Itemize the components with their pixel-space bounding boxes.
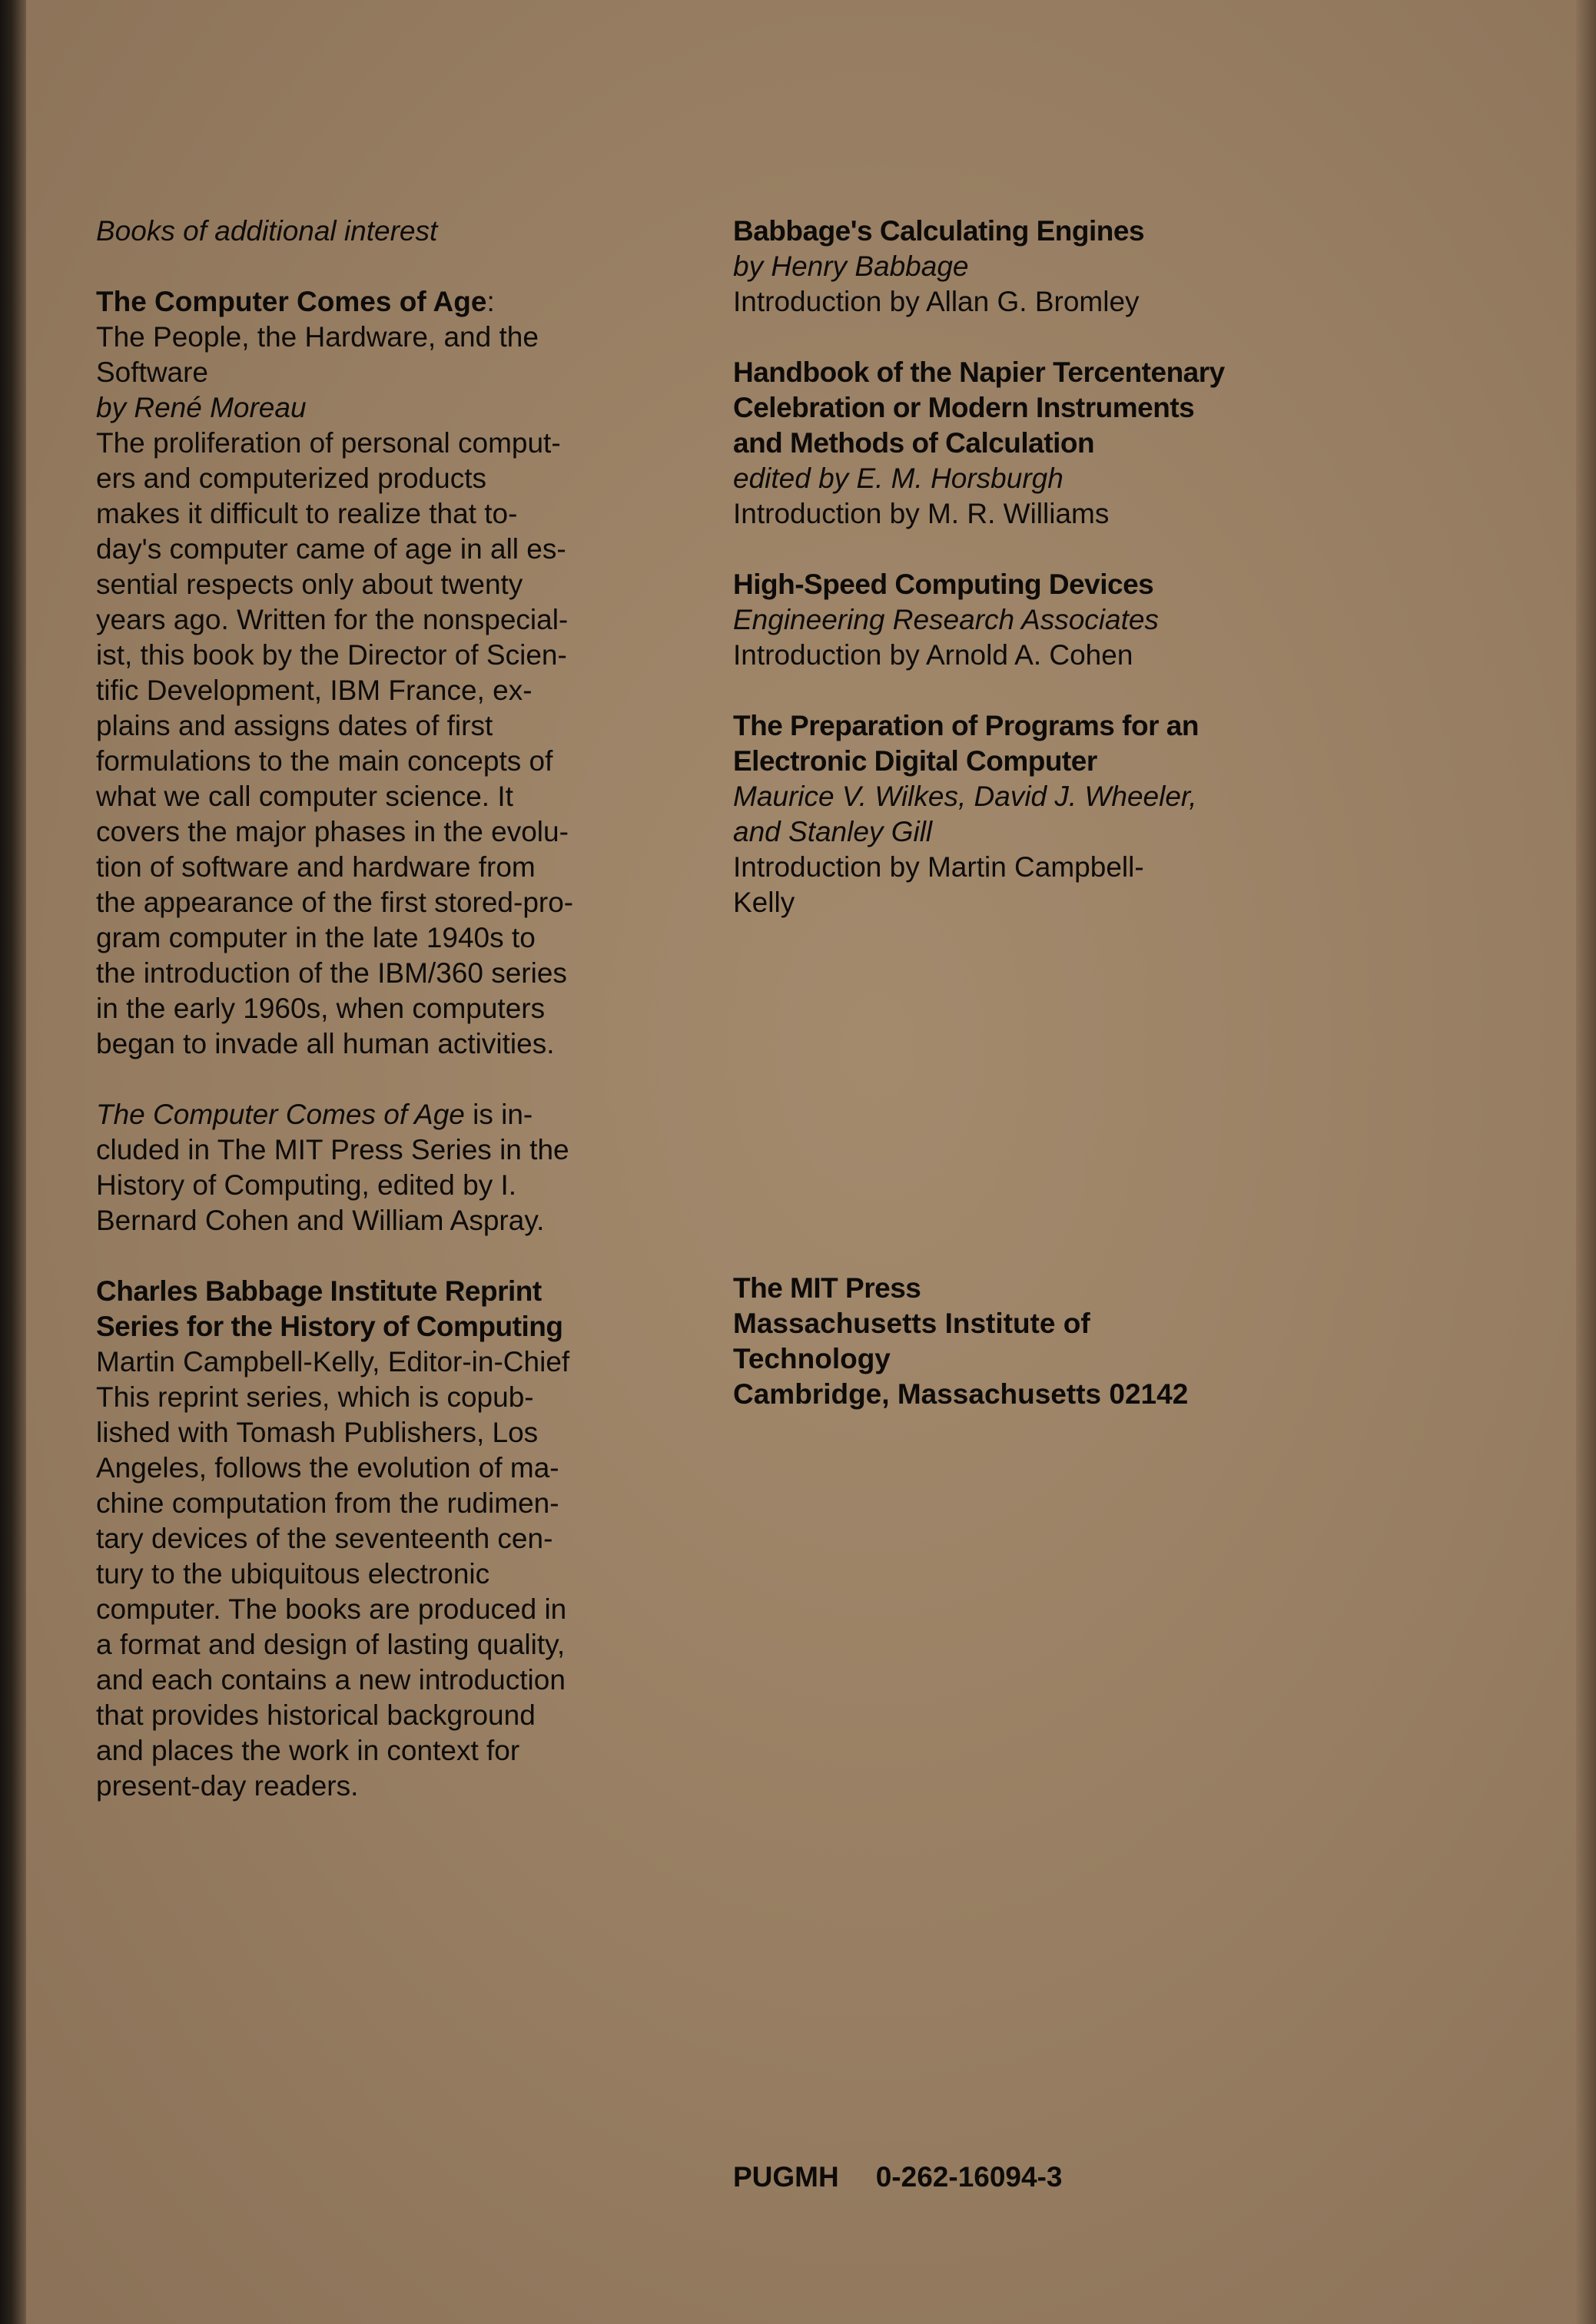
- right-column: [733, 214, 1332, 956]
- book-title-line: Electronic Digital Computer: [733, 745, 1097, 777]
- description-line: the introduction of the IBM/360 series: [96, 957, 567, 989]
- series-note: [96, 1097, 680, 1238]
- series-description: [96, 1380, 680, 1804]
- book-title-line: Celebration or Modern Instruments: [733, 392, 1195, 423]
- description-line: This reprint series, which is copub-: [96, 1381, 534, 1413]
- book-author: by René Moreau: [96, 392, 307, 423]
- reprint-series: [96, 1274, 680, 1804]
- left-column: [96, 214, 680, 1839]
- order-code: PUGMH: [733, 2161, 839, 2193]
- book-author-line: Maurice V. Wilkes, David J. Wheeler,: [733, 781, 1197, 812]
- publisher-address-line: Cambridge, Massachusetts 02142: [733, 1378, 1189, 1410]
- description-line: what we call computer science. It: [96, 781, 513, 812]
- publisher-block: [733, 1271, 1332, 1412]
- book-subtitle-line: Software: [96, 356, 209, 388]
- book-title-line: and Methods of Calculation: [733, 427, 1095, 459]
- book-computer-comes-of-age: [96, 284, 680, 1062]
- description-line: covers the major phases in the evolu-: [96, 816, 569, 847]
- description-line: tury to the ubiquitous electronic: [96, 1558, 490, 1590]
- book-introduction: Introduction by Arnold A. Cohen: [733, 639, 1133, 671]
- description-line: tion of software and hardware from: [96, 851, 536, 883]
- book-introduction: Introduction by Allan G. Bromley: [733, 286, 1140, 317]
- series-note-line: History of Computing, edited by I.: [96, 1169, 517, 1201]
- book-subtitle-line: The People, the Hardware, and the: [96, 321, 539, 353]
- description-line: in the early 1960s, when computers: [96, 993, 546, 1024]
- description-line: ers and computerized products: [96, 462, 486, 494]
- description-line: and places the work in context for: [96, 1735, 520, 1766]
- book-description: [96, 426, 680, 1062]
- book-title-line: Handbook of the Napier Tercentenary: [733, 356, 1225, 388]
- isbn-line: [733, 2161, 1099, 2193]
- description-line: tific Development, IBM France, ex-: [96, 675, 533, 706]
- book-author: by Henry Babbage: [733, 250, 969, 282]
- description-line: plains and assigns dates of first: [96, 710, 493, 741]
- description-line: began to invade all human activities.: [96, 1028, 555, 1059]
- book-author: Engineering Research Associates: [733, 604, 1159, 635]
- description-line: a format and design of lasting quality,: [96, 1629, 566, 1660]
- description-line: years ago. Written for the nonspecial-: [96, 604, 569, 635]
- book-title: The Computer Comes of Age:: [96, 286, 495, 317]
- publisher-address-line: Technology: [733, 1343, 891, 1374]
- publisher-address-line: Massachusetts Institute of: [733, 1308, 1090, 1339]
- book-babbages-calculating-engines: [733, 214, 1332, 320]
- description-line: day's computer came of age in all es-: [96, 533, 566, 565]
- description-line: ist, this book by the Director of Scien-: [96, 639, 567, 671]
- description-line: lished with Tomash Publishers, Los: [96, 1417, 539, 1448]
- description-line: sential respects only about twenty: [96, 569, 523, 600]
- section-header: [96, 214, 680, 249]
- description-line: tary devices of the seventeenth cen-: [96, 1523, 553, 1554]
- book-introduction: Introduction by M. R. Williams: [733, 498, 1110, 529]
- description-line: Angeles, follows the evolution of ma-: [96, 1452, 559, 1484]
- book-preparation-of-programs: [733, 708, 1332, 920]
- description-line: the appearance of the first stored-pro-: [96, 887, 574, 918]
- description-line: and each contains a new introduction: [96, 1664, 566, 1696]
- series-title-line: Series for the History of Computing: [96, 1311, 563, 1342]
- book-author-line: and Stanley Gill: [733, 816, 933, 847]
- book-napier-handbook: [733, 355, 1332, 532]
- series-note-line: Bernard Cohen and William Aspray.: [96, 1205, 545, 1236]
- book-title: High-Speed Computing Devices: [733, 569, 1154, 600]
- book-introduction-line: Introduction by Martin Campbell-: [733, 851, 1144, 883]
- book-title: Babbage's Calculating Engines: [733, 215, 1145, 247]
- description-line: that provides historical background: [96, 1699, 536, 1731]
- series-note-first-line: The Computer Comes of Age is in-: [96, 1099, 533, 1130]
- series-note-line: cluded in The MIT Press Series in the: [96, 1134, 569, 1165]
- description-line: present-day readers.: [96, 1770, 359, 1802]
- series-title-line: Charles Babbage Institute Reprint: [96, 1275, 542, 1307]
- description-line: The proliferation of personal comput-: [96, 427, 561, 459]
- book-author: edited by E. M. Horsburgh: [733, 462, 1063, 494]
- book-introduction-line: Kelly: [733, 887, 795, 918]
- series-editor: Martin Campbell-Kelly, Editor-in-Chief: [96, 1346, 570, 1377]
- description-line: formulations to the main concepts of: [96, 745, 553, 777]
- isbn-number: 0-262-16094-3: [875, 2161, 1063, 2193]
- spine-edge: [0, 0, 26, 2324]
- publisher-name: The MIT Press: [733, 1272, 921, 1304]
- additional-interest-heading: Books of additional interest: [96, 215, 438, 247]
- description-line: chine computation from the rudimen-: [96, 1487, 559, 1519]
- description-line: computer. The books are produced in: [96, 1593, 567, 1625]
- cover-right-edge: [1576, 0, 1596, 2324]
- description-line: gram computer in the late 1940s to: [96, 922, 536, 953]
- book-title-line: The Preparation of Programs for an: [733, 710, 1199, 741]
- description-line: makes it difficult to realize that to-: [96, 498, 518, 529]
- book-high-speed-computing-devices: [733, 567, 1332, 673]
